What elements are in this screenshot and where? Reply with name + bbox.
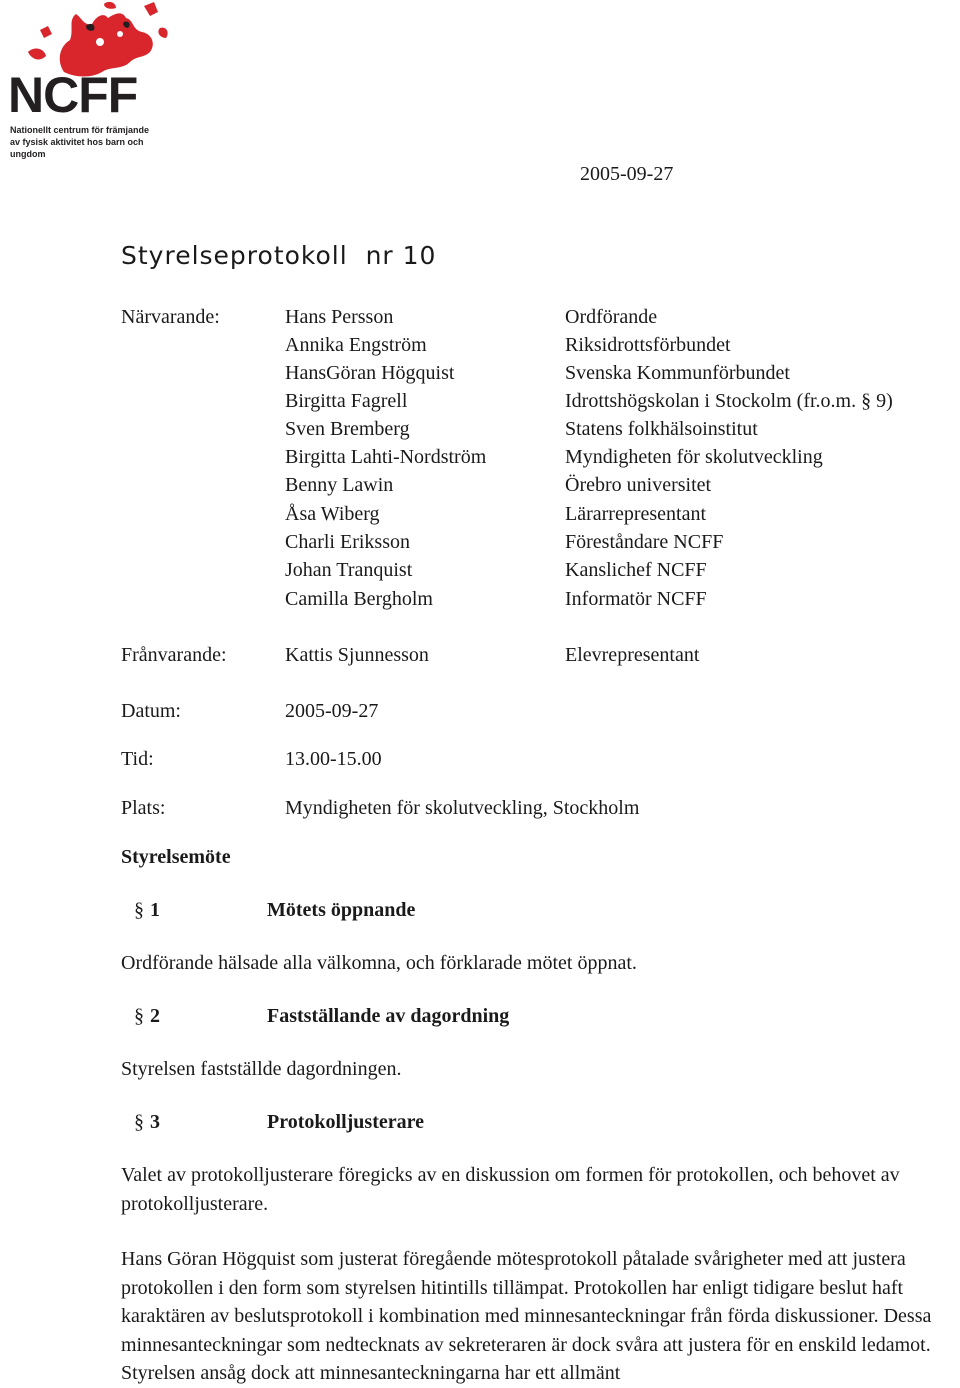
section-number: 1 xyxy=(150,899,160,921)
logo-wordmark: NCFF xyxy=(8,67,138,123)
attendee-role: Örebro universitet xyxy=(565,474,712,496)
attendee-role: Kanslichef NCFF xyxy=(565,559,707,581)
section-title: Mötets öppnande xyxy=(267,899,416,921)
page-title: Styrelseprotokoll nr 10 xyxy=(121,241,437,270)
section-title: Protokolljusterare xyxy=(267,1111,425,1133)
tid-label: Tid: xyxy=(121,748,154,770)
attendee-role: Myndigheten för skolutveckling xyxy=(565,446,823,468)
datum-value: 2005-09-27 xyxy=(285,700,379,722)
attendee-name: Birgitta Lahti-Nordström xyxy=(285,446,487,468)
attendee-name: Åsa Wiberg xyxy=(285,503,380,525)
attendee-name: Sven Bremberg xyxy=(285,418,410,440)
absent-role: Elevrepresentant xyxy=(565,644,700,666)
absent-label: Frånvarande: xyxy=(121,644,227,666)
section-paragraph: Valet av protokolljusterare föregicks av en diskussion om formen för protokollen, och behovet av protokolljusterare. xyxy=(121,1164,900,1215)
attendee-role: Informatör NCFF xyxy=(565,588,707,610)
section-title: Fastställande av dagordning xyxy=(267,1005,510,1027)
meeting-heading: Styrelsemöte xyxy=(121,846,231,868)
datum-label: Datum: xyxy=(121,700,181,722)
tid-value: 13.00-15.00 xyxy=(285,748,382,770)
section-number: 3 xyxy=(150,1111,160,1133)
section-paragraph: Hans Göran Högquist som justerat föregående mötesprotokoll påtalade svårigheter med att justera protokollen i den form som styrelsen hitintills tillämpat. Protokollen har enligt tidigare beslut haft karaktären av beslutsprotokoll i kombination med minnesanteckningar från förda diskussioner. Dessa minnesanteckningar som nedtecknats av sekreteraren är dock svåra att justera för en enskild ledamot. Styrelsen ansåg dock att minnesanteckningarna har ett allmänt xyxy=(121,1248,932,1384)
absent-name: Kattis Sjunnesson xyxy=(285,644,429,666)
section-paragraph: Ordförande hälsade alla välkomna, och förklarade mötet öppnat. xyxy=(121,952,637,974)
attendee-name: Charli Eriksson xyxy=(285,531,410,553)
logo-tagline-line2: av fysisk aktivitet hos barn och ungdom xyxy=(10,137,144,159)
attendee-role: Riksidrottsförbundet xyxy=(565,334,731,356)
attendee-role: Statens folkhälsoinstitut xyxy=(565,418,758,440)
attendee-name: Camilla Bergholm xyxy=(285,588,433,610)
present-label: Närvarande: xyxy=(121,306,220,328)
section-number: 2 xyxy=(150,1005,160,1027)
logo-tagline xyxy=(10,124,174,160)
attendee-name: Benny Lawin xyxy=(285,474,394,496)
attendee-role: Lärarrepresentant xyxy=(565,503,707,525)
attendee-role: Idrottshögskolan i Stockolm (fr.o.m. § 9) xyxy=(565,390,893,412)
attendee-name: Birgitta Fagrell xyxy=(285,390,408,412)
attendee-name: Johan Tranquist xyxy=(285,559,413,581)
attendee-name: Hans Persson xyxy=(285,306,394,328)
section-paragraph: Styrelsen fastställde dagordningen. xyxy=(121,1058,402,1080)
plats-value: Myndigheten för skolutveckling, Stockholm xyxy=(285,797,640,819)
ncff-logo xyxy=(4,0,174,159)
logo-tagline-line1: Nationellt centrum för främjande xyxy=(10,125,150,135)
attendee-name: HansGöran Högquist xyxy=(285,362,455,384)
document-date: 2005-09-27 xyxy=(580,163,674,185)
attendee-role: Ordförande xyxy=(565,306,658,328)
attendee-role: Svenska Kommunförbundet xyxy=(565,362,790,384)
paragraph-symbol: § xyxy=(134,1005,144,1027)
paragraph-symbol: § xyxy=(134,1111,144,1133)
plats-label: Plats: xyxy=(121,797,166,819)
attendee-name: Annika Engström xyxy=(285,334,427,356)
paragraph-symbol: § xyxy=(134,899,144,921)
attendee-role: Föreståndare NCFF xyxy=(565,531,724,553)
